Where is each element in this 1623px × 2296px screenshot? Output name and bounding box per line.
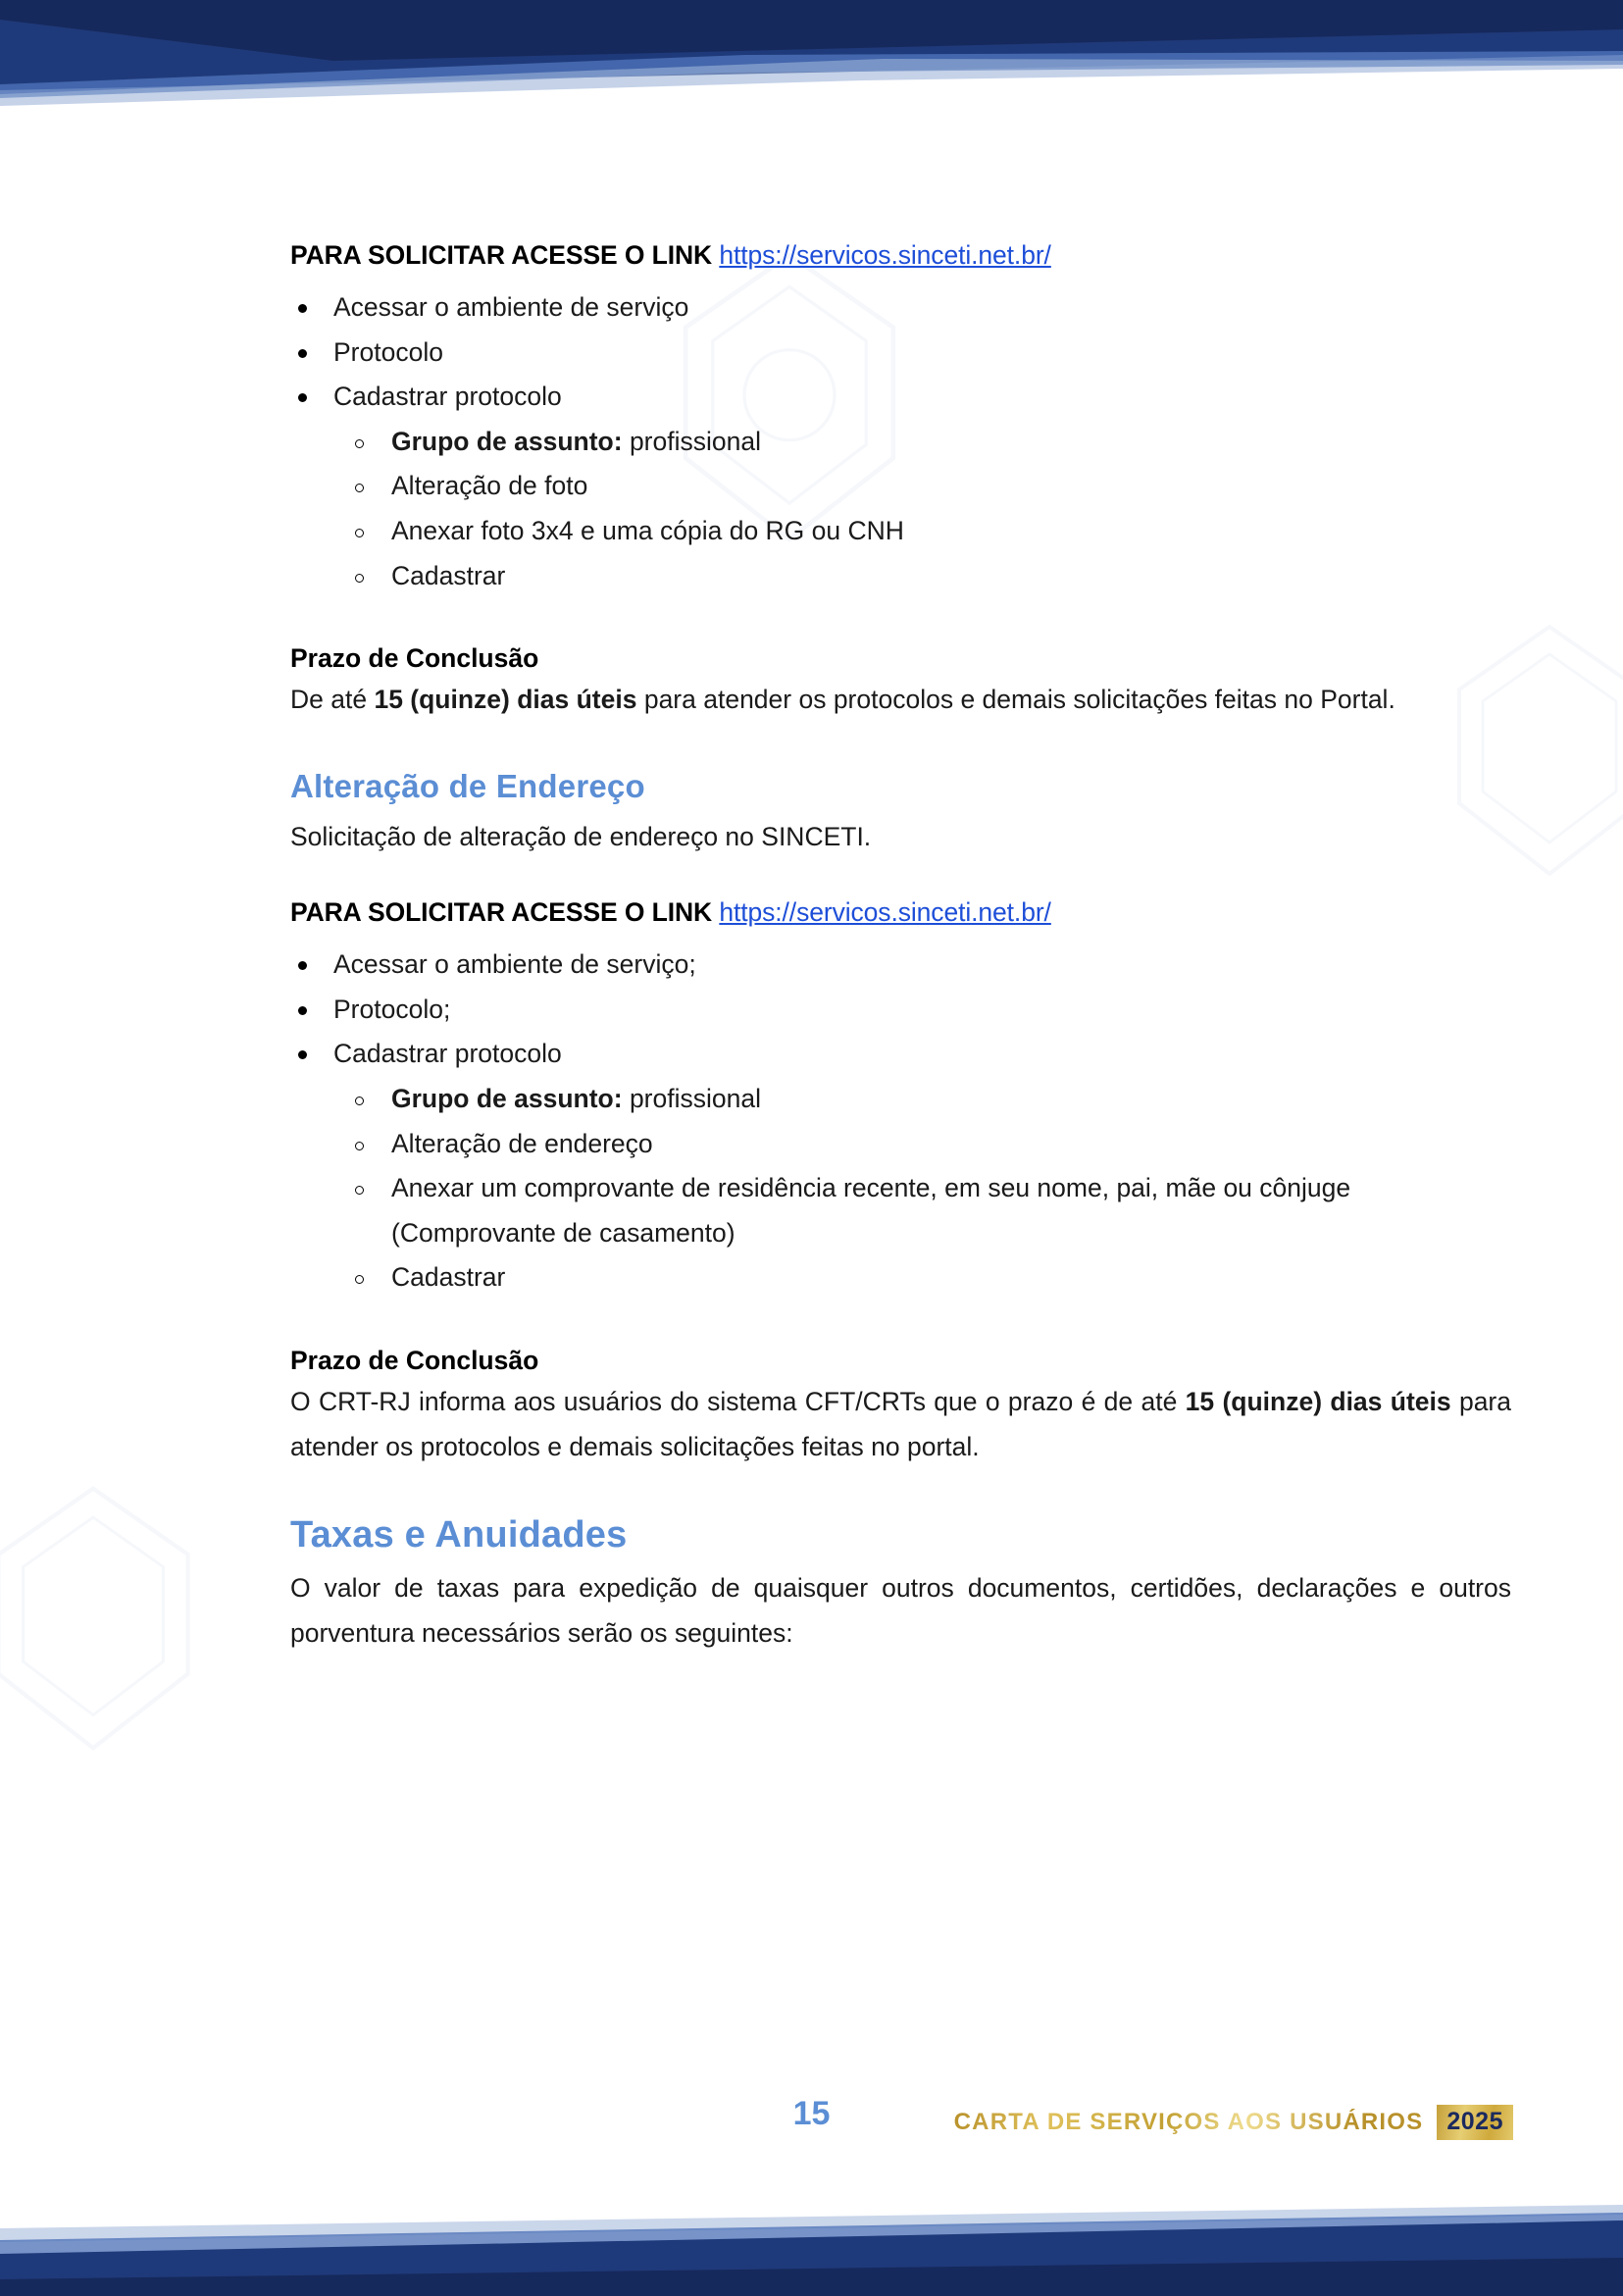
solicitation-link-label: PARA SOLICITAR ACESSE O LINK — [290, 240, 713, 270]
deadline-term: 15 (quinze) dias úteis — [374, 685, 637, 715]
list-item: Acessar o ambiente de serviço — [290, 285, 1511, 331]
list-item — [290, 509, 1511, 554]
list-item: Cadastrar protocolo — [290, 1032, 1511, 1077]
list-item: Protocolo — [290, 331, 1511, 376]
substep-text: Cadastrar — [391, 1262, 506, 1293]
deadline-text-lead: O CRT-RJ informa aos usuários do sistema CFT/CRTs que o prazo é de até — [290, 1386, 1186, 1416]
section-intro-address-change: Solicitação de alteração de endereço no SINCETI. — [290, 821, 872, 851]
deadline-paragraph-photo — [290, 678, 1511, 723]
service-portal-link[interactable]: https://servicos.sinceti.net.br/ — [719, 897, 1051, 928]
footer-ribbon-decoration — [0, 2164, 1623, 2296]
service-portal-link[interactable]: https://servicos.sinceti.net.br/ — [719, 240, 1051, 270]
header-ribbon-decoration — [0, 0, 1623, 118]
page-footer — [0, 2095, 1623, 2154]
deadline-text-lead: De até — [290, 685, 375, 715]
footer-year-badge: 2025 — [1437, 2105, 1513, 2140]
substep-text: Anexar um comprovante de residência recente, em seu nome, pai, mãe ou cônjuge (Comprovante de casamento) — [391, 1173, 1351, 1248]
list-item: Protocolo; — [290, 988, 1511, 1033]
substep-text: Alteração de foto — [391, 471, 588, 501]
list-item — [290, 420, 1511, 465]
deadline-paragraph-address — [290, 1380, 1511, 1469]
page-content — [290, 235, 1511, 1656]
section-heading-address-change: Alteração de Endereço — [290, 767, 645, 804]
steps-list-photo — [290, 285, 1511, 420]
deadline-text-tail: para atender os protocolos e demais solicitações feitas no Portal. — [636, 685, 1395, 715]
steps-list-address — [290, 943, 1511, 1077]
deadline-text-tail: para atender os protocolos e demais solicitações feitas no portal. — [290, 1386, 1511, 1461]
section-heading-fees: Taxas e Anuidades — [290, 1514, 628, 1556]
list-item — [290, 1122, 1511, 1167]
list-item — [290, 1255, 1511, 1301]
list-item — [290, 1077, 1511, 1122]
footer-document-title: CARTA DE SERVIÇOS AOS USUÁRIOS — [953, 2109, 1424, 2135]
solicitation-link-line-photo — [290, 235, 1511, 276]
deadline-heading-address: Prazo de Conclusão — [290, 1345, 539, 1375]
section-paragraph-fees: O valor de taxas para expedição de quaisquer outros documentos, certidões, declarações e outros porventura necessários serão os seguintes: — [290, 1573, 1511, 1648]
substep-text: profissional — [622, 1084, 761, 1114]
list-item — [290, 554, 1511, 599]
deadline-term: 15 (quinze) dias úteis — [1185, 1386, 1451, 1416]
solicitation-link-line-address — [290, 893, 1511, 933]
substep-text: Cadastrar — [391, 560, 506, 590]
list-item — [290, 1166, 1511, 1255]
page-number: 15 — [792, 2095, 831, 2132]
substep-text: profissional — [622, 426, 761, 456]
footer-brand — [954, 2105, 1513, 2140]
list-item: Cadastrar protocolo — [290, 375, 1511, 420]
watermark-emblem-left — [0, 1481, 196, 1756]
deadline-heading-photo: Prazo de Conclusão — [290, 643, 539, 674]
substeps-list-address — [290, 1077, 1511, 1301]
list-item: Acessar o ambiente de serviço; — [290, 943, 1511, 988]
substep-text: Anexar foto 3x4 e uma cópia do RG ou CNH — [391, 515, 904, 545]
substep-bold-label: Grupo de assunto: — [391, 1084, 623, 1114]
list-item — [290, 464, 1511, 509]
solicitation-link-label: PARA SOLICITAR ACESSE O LINK — [290, 897, 713, 928]
substep-text: Alteração de endereço — [391, 1128, 653, 1158]
substep-bold-label: Grupo de assunto: — [391, 426, 623, 456]
substeps-list-photo — [290, 420, 1511, 598]
